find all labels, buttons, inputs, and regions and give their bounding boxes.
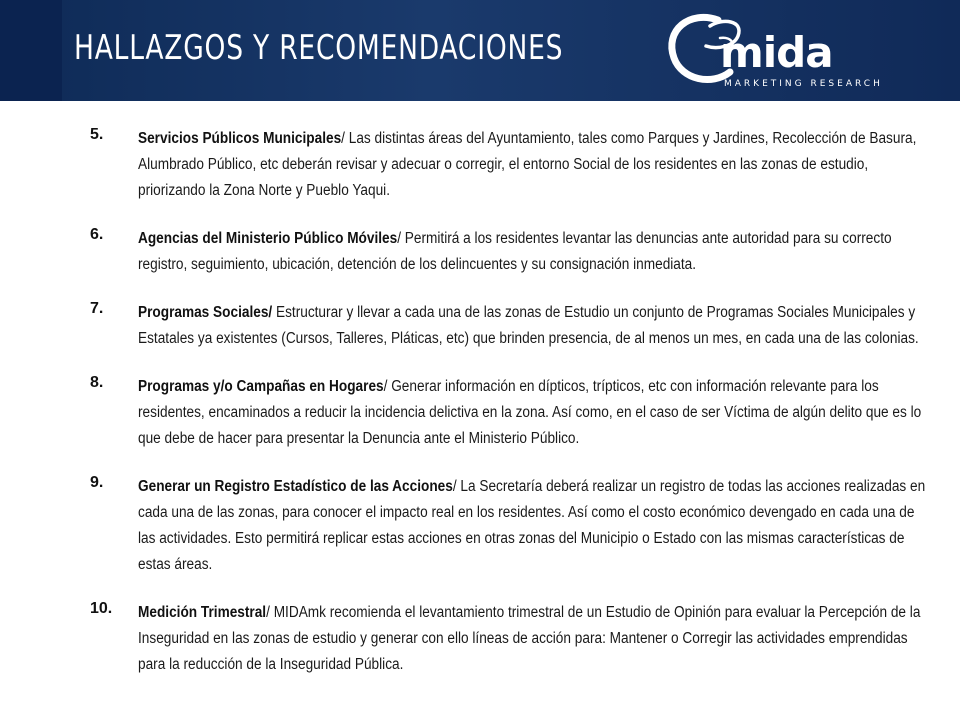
item-text bbox=[138, 600, 930, 678]
brand-logo bbox=[660, 6, 960, 101]
list-item bbox=[90, 300, 940, 352]
item-heading: Programas y/o Campañas en Hogares bbox=[138, 378, 384, 395]
item-number: 10. bbox=[90, 600, 113, 617]
logo-wordmark: mida bbox=[720, 28, 833, 77]
item-number: 8. bbox=[90, 374, 104, 391]
item-text bbox=[138, 300, 930, 352]
item-body: / La Secretaría deberá realizar un registro de todas las acciones realizadas en cada una de las zonas, para conocer el impacto real en los residentes. Así como el costo económico devengado en cada una de las actividades. Esto permitirá replicar estas acciones en otras zonas del Municipio o Estado con las mismas características de estas áreas. bbox=[138, 478, 926, 573]
list-item bbox=[90, 226, 940, 278]
item-text bbox=[138, 474, 930, 578]
item-heading: Agencias del Ministerio Público Móviles bbox=[138, 230, 398, 247]
list-item bbox=[90, 126, 940, 204]
item-number: 6. bbox=[90, 226, 104, 243]
item-body: Estructurar y llevar a cada una de las zonas de Estudio un conjunto de Programas Sociales Municipales y Estatales ya existentes (Cursos, Talleres, Pláticas, etc) que brinden presencia, de al menos un mes, en cada una de las colonias. bbox=[138, 304, 919, 347]
page-title: HALLAZGOS Y RECOMENDACIONES bbox=[74, 28, 564, 68]
item-body: / Generar información en dípticos, trípticos, etc con información relevante para los residentes, encaminados a reducir la incidencia delictiva en la zona. Así como, en el caso de ser Víctima de algún delito que es lo que debe de hacer para presentar la Denuncia ante el Ministerio Público. bbox=[138, 378, 922, 447]
item-body: / MIDAmk recomienda el levantamiento trimestral de un Estudio de Opinión para evaluar la Percepción de la Inseguridad en las zonas de estudio y generar con ello líneas de acción para: Mantener o Corregir las actividades emprendidas para la reducción de la Inseguridad Pública. bbox=[138, 604, 921, 673]
list-item bbox=[90, 474, 940, 578]
item-heading: Generar un Registro Estadístico de las Acciones bbox=[138, 478, 453, 495]
item-body: / Permitirá a los residentes levantar las denuncias ante autoridad para su correcto registro, seguimiento, ubicación, detención de los delincuentes y su consignación inmediata. bbox=[138, 230, 892, 273]
item-number: 7. bbox=[90, 300, 104, 317]
item-body: / Las distintas áreas del Ayuntamiento, tales como Parques y Jardines, Recolección de Basura, Alumbrado Público, etc deberán revisar y adecuar o corregir, el entorno Social de los residentes en las zonas de estudio, priorizando la Zona Norte y Pueblo Yaqui. bbox=[138, 130, 917, 199]
logo-tagline: MARKETING RESEARCH bbox=[724, 79, 883, 89]
item-heading: Programas Sociales/ bbox=[138, 304, 273, 321]
item-text bbox=[138, 374, 930, 452]
item-number: 9. bbox=[90, 474, 104, 491]
item-text bbox=[138, 226, 930, 278]
list-item bbox=[90, 374, 940, 452]
item-number: 5. bbox=[90, 126, 104, 143]
recommendations-list bbox=[90, 126, 940, 700]
item-text bbox=[138, 126, 930, 204]
list-item bbox=[90, 600, 940, 678]
item-heading: Servicios Públicos Municipales bbox=[138, 130, 342, 147]
item-heading: Medición Trimestral bbox=[138, 604, 267, 621]
header-accent bbox=[0, 0, 62, 101]
header-bar bbox=[0, 0, 960, 101]
